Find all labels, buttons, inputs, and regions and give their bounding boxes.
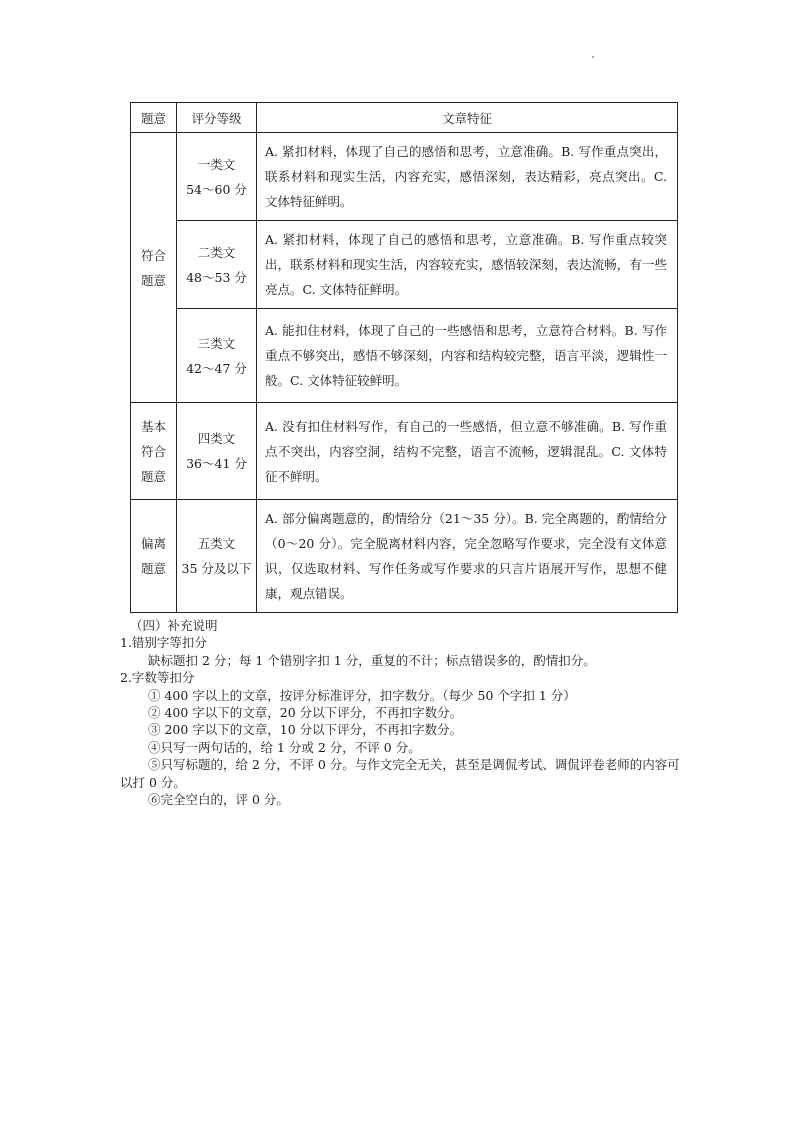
grade-range: 42～47 分 <box>186 360 247 376</box>
grade-range: 35 分及以下 <box>181 561 252 576</box>
grade-cell <box>177 309 257 403</box>
stray-dot <box>592 56 594 58</box>
grade-range: 36～41 分 <box>186 456 247 471</box>
header-topic: 题意 <box>131 103 177 133</box>
notes-heading: （四）补充说明 <box>130 618 218 633</box>
category-text: 题意 <box>140 468 166 484</box>
note-item-text: 缺标题扣 2 分；每 1 个错别字扣 1 分，重复的不计；标点错误多的，酌情扣分。 <box>148 652 596 668</box>
grade-label: 四类文 <box>197 431 236 446</box>
category-text: 偏离 <box>140 536 166 551</box>
note-item-title: 1.错别字等扣分 <box>120 635 207 651</box>
grading-table <box>130 102 678 613</box>
grade-range: 48～53 分 <box>186 269 247 285</box>
category-text: 基本 <box>140 418 166 434</box>
features-cell: A. 能扣住材料，体现了自己的一些感悟和思考，立意符合材料。B. 写作重点不够突出，感悟不够深刻，内容和结构较完整，语言平淡，逻辑性一般。C. 文体特征较鲜明。 <box>257 309 678 403</box>
note-line: ⑤只写标题的，给 2 分，不评 0 分。与作文完全无关，甚至是调侃考试、调侃评卷老师的内容可以打 0 分。 <box>120 757 680 790</box>
note-line: ⑥完全空白的，评 0 分。 <box>148 792 289 808</box>
features-cell: A. 部分偏离题意的，酌情给分（21～35 分）。B. 完全离题的，酌情给分（0～20 分）。完全脱离材料内容，完全忽略写作要求，完全没有文体意识，仅选取材料、写作任务或写作要求的只言片语展开写作，思想不健康，观点错误。 <box>257 500 678 613</box>
category-cell <box>131 403 177 500</box>
note-line: ① 400 字以上的文章，按评分标准评分，扣字数分。（每少 50 个字扣 1 分） <box>148 687 576 703</box>
features-cell: A. 没有扣住材料写作，有自己的一些感悟，但立意不够准确。B. 写作重点不突出，内容空洞，结构不完整，语言不流畅，逻辑混乱。C. 文体特征不鲜明。 <box>257 403 678 500</box>
table-row <box>131 309 678 403</box>
category-text: 题意 <box>140 561 166 576</box>
table-row <box>131 221 678 309</box>
grade-cell <box>177 133 257 221</box>
grade-cell <box>177 221 257 309</box>
note-line: ③ 200 字以下的文章，10 分以下评分，不再扣字数分。 <box>148 722 463 738</box>
table-row <box>131 133 678 221</box>
category-cell <box>131 500 177 613</box>
header-features: 文章特征 <box>257 103 678 133</box>
features-cell: A. 紧扣材料，体现了自己的感悟和思考，立意准确。B. 写作重点突出，联系材料和现实生活，内容充实，感悟深刻，表达精彩，亮点突出。C. 文体特征鲜明。 <box>257 133 678 221</box>
grade-label: 五类文 <box>197 536 236 551</box>
category-text: 符合 <box>140 443 166 459</box>
features-cell: A. 紧扣材料，体现了自己的感悟和思考，立意准确。B. 写作重点较突出，联系材料和现实生活，内容较充实，感悟较深刻，表达流畅，有一些亮点。C. 文体特征鲜明。 <box>257 221 678 309</box>
grade-cell <box>177 403 257 500</box>
grade-label: 一类文 <box>197 156 236 172</box>
grade-range: 54～60 分 <box>186 181 247 197</box>
note-item-title: 2.字数等扣分 <box>120 670 195 686</box>
category-text: 符合 <box>140 247 166 263</box>
category-cell <box>131 133 177 403</box>
category-text: 题意 <box>140 272 166 288</box>
note-line: ④只写一两句话的，给 1 分或 2 分，不评 0 分。 <box>148 739 421 755</box>
note-line: ② 400 字以下的文章，20 分以下评分，不再扣字数分。 <box>148 705 463 721</box>
table-row <box>131 500 678 613</box>
table-header-row <box>131 103 678 133</box>
grade-label: 三类文 <box>197 335 236 351</box>
table-row <box>131 403 678 500</box>
grade-label: 二类文 <box>197 244 236 260</box>
supplementary-notes <box>120 617 700 808</box>
header-grade: 评分等级 <box>177 103 257 133</box>
grade-cell <box>177 500 257 613</box>
